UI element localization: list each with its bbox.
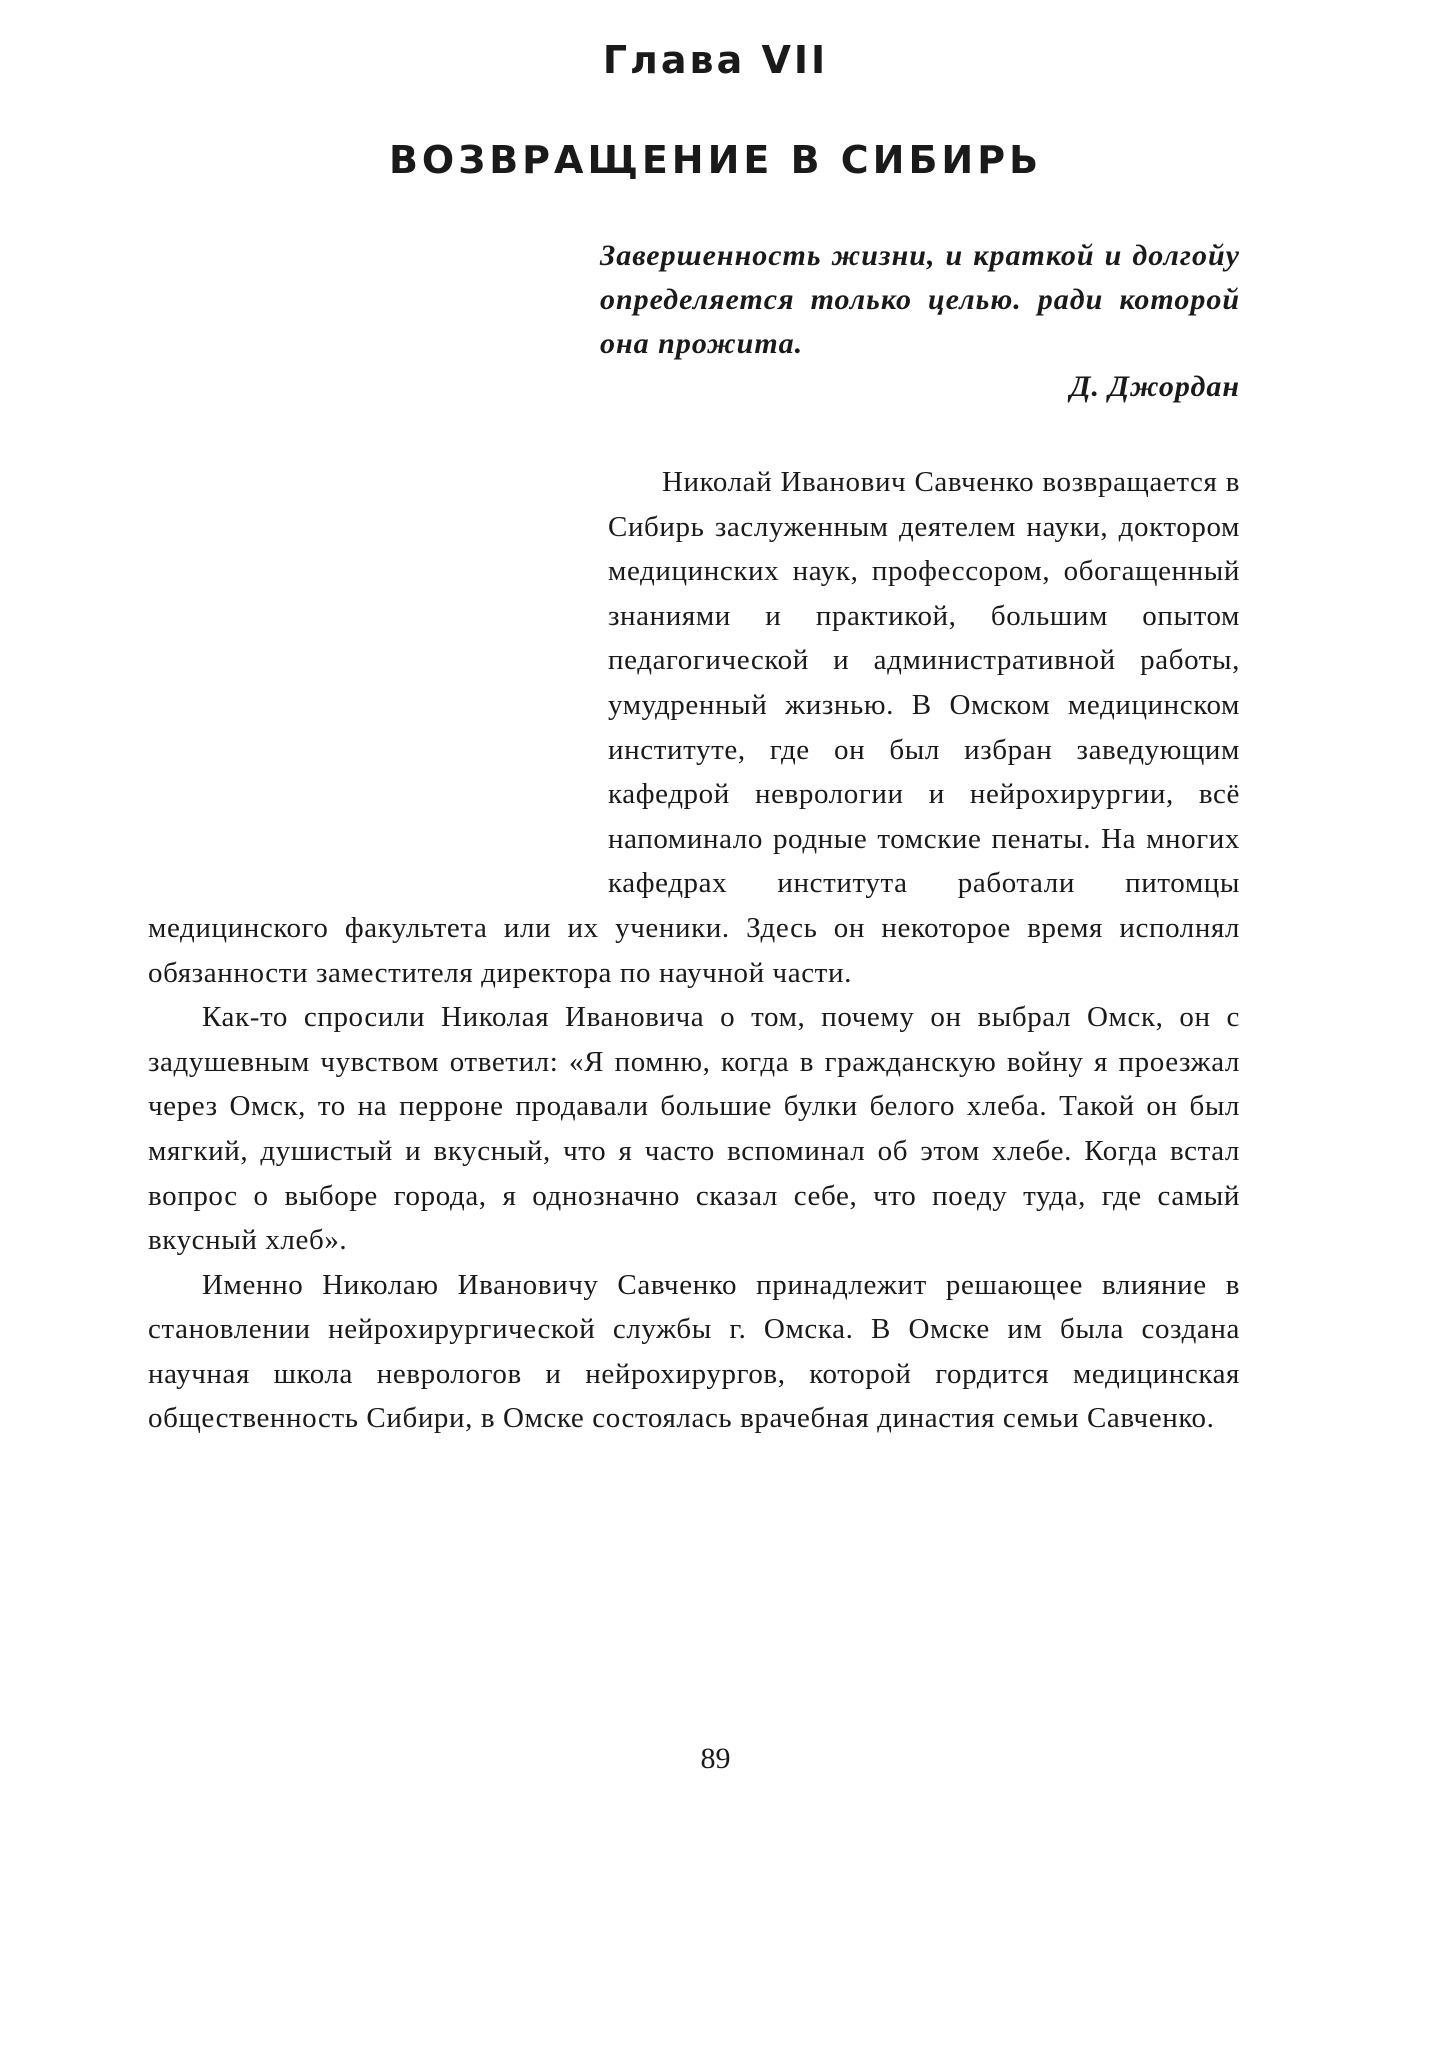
- body-text: [148, 460, 1240, 1441]
- paragraph: Как-то спросили Николая Ивановича о том, почему он выбрал Омск, он с задушевным чувством ответил: «Я помню, когда в гражданскую войну я проезжал через Омск, то на перроне продавали большие булки белого хлеба. Такой он был мягкий, душистый и вкусный, что я часто вспоминал об этом хлебе. Когда встал вопрос о выборе города, я однозначно сказал себе, что поеду туда, где самый вкусный хлеб».: [148, 1001, 1240, 1257]
- chapter-heading: Глава VII: [602, 38, 829, 82]
- photo-placeholder-space: [148, 460, 608, 890]
- paragraph: Именно Николаю Ивановичу Савченко принадлежит решающее влияние в становлении нейрохирургической службы г. Омска. В Омске им была создана научная школа неврологов и нейрохирургов, которой гордится медицинская общественность Сибири, в Омске состоялась врачебная династия семьи Савченко.: [148, 1268, 1240, 1435]
- epigraph-author: Д. Джордан: [1070, 370, 1240, 403]
- chapter-title: ВОЗВРАЩЕНИЕ В СИБИРЬ: [388, 138, 1043, 182]
- epigraph-text: Завершенность жизни, и краткой и долгойу определяется только целью. ради которой она прожита.: [600, 239, 1240, 360]
- page-number: 89: [700, 1742, 731, 1775]
- paragraph: Николай Иванович Савченко возвращается в Сибирь заслуженным деятелем науки, доктором медицинских наук, профессором, обогащенный знаниями и практикой, большим опытом педагогической и административной работы, умудренный жизнью. В Омском медицинском институте, где он был избран заведующим кафедрой неврологии и нейрохирургии, всё напоминало родные томские пенаты. На многих кафедрах института работали питомцы медицинского факультета или их ученики. Здесь он некоторое время исполнял обязанности заместителя директора по научной части.: [148, 466, 1240, 989]
